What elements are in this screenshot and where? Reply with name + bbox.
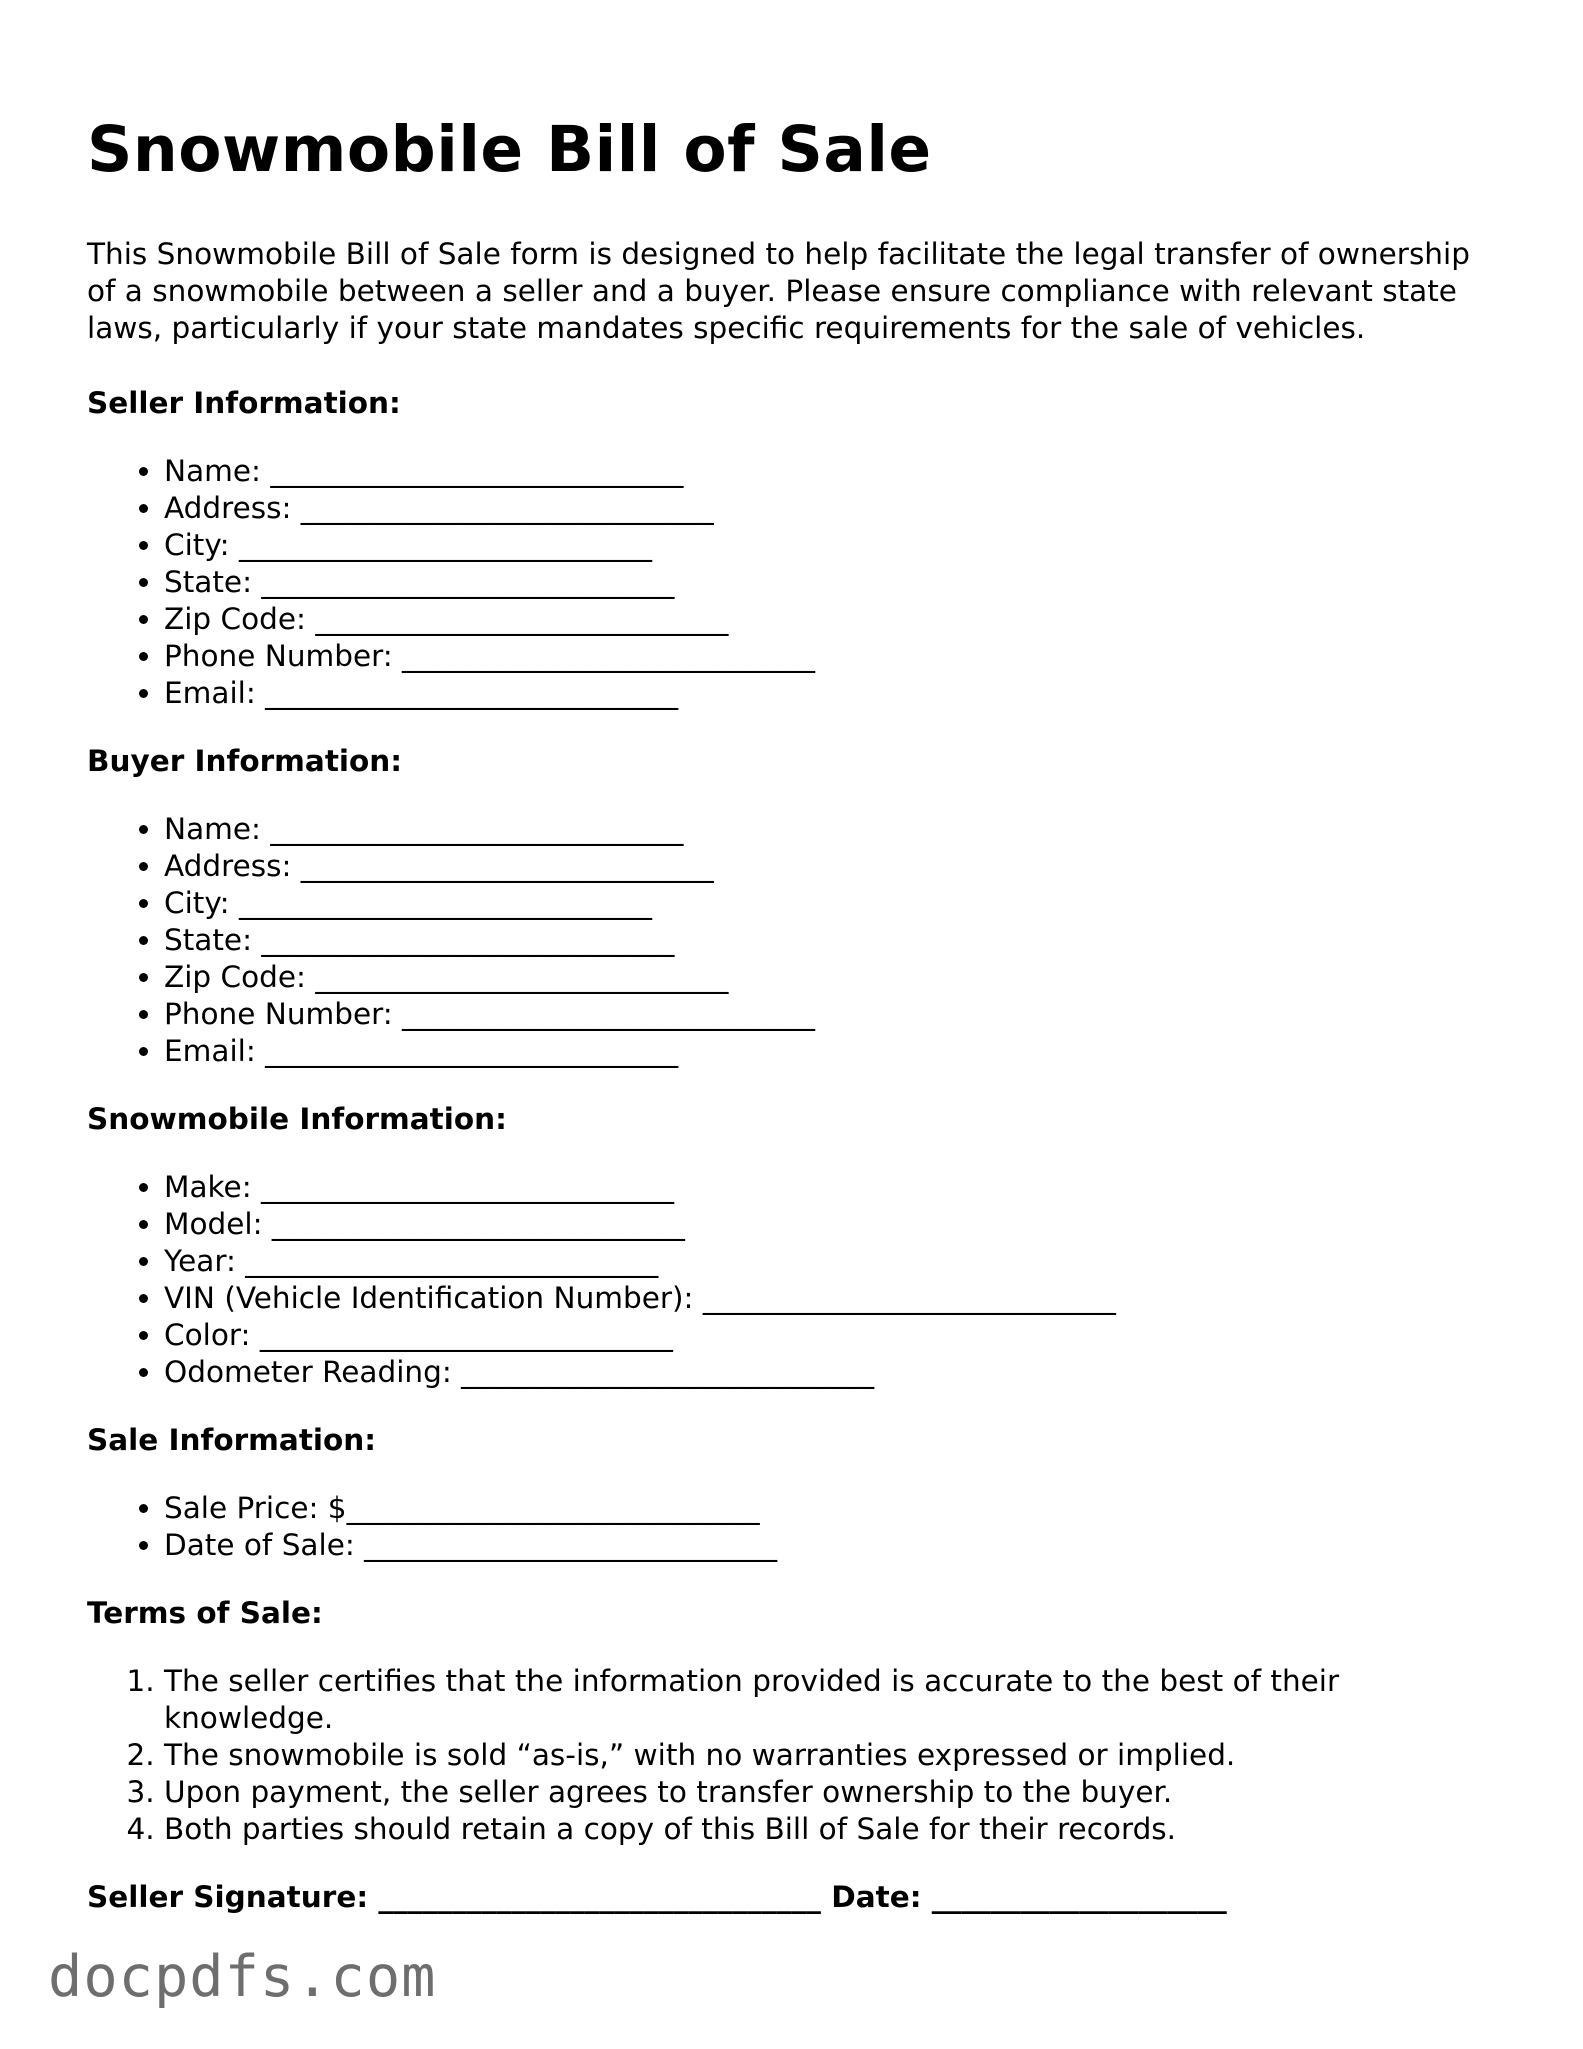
term-item: 1. The seller certifies that the information provided is accurate to the best of their knowledge.	[164, 1663, 1507, 1737]
seller-list	[87, 453, 1507, 712]
seller-name-field: • Name: ____________________________	[164, 453, 1507, 490]
page-title: Snowmobile Bill of Sale	[87, 113, 932, 186]
seller-phone-field: • Phone Number: ____________________________	[164, 638, 1507, 675]
buyer-email-field: • Email: ____________________________	[164, 1033, 1507, 1070]
buyer-city-field: • City: ____________________________	[164, 885, 1507, 922]
sale-list	[87, 1490, 1507, 1564]
signature-date-field: Date: ____________________	[831, 1880, 1227, 1914]
odometer-field: • Odometer Reading: ____________________________	[164, 1354, 1507, 1391]
term-item: 2. The snowmobile is sold “as-is,” with no warranties expressed or implied.	[164, 1737, 1507, 1774]
snowmobile-list	[87, 1169, 1507, 1391]
sale-date-field: • Date of Sale: ____________________________	[164, 1527, 1507, 1564]
make-field: • Make: ____________________________	[164, 1169, 1507, 1206]
seller-email-field: • Email: ____________________________	[164, 675, 1507, 712]
buyer-zip-field: • Zip Code: ____________________________	[164, 959, 1507, 996]
seller-state-field: • State: ____________________________	[164, 564, 1507, 601]
snowmobile-heading: Snowmobile Information:	[87, 1102, 507, 1136]
buyer-phone-field: • Phone Number: ____________________________	[164, 996, 1507, 1033]
seller-zip-field: • Zip Code: ____________________________	[164, 601, 1507, 638]
buyer-heading: Buyer Information:	[87, 744, 403, 778]
seller-signature-field: Seller Signature: ______________________________	[87, 1880, 821, 1914]
document-page	[87, 108, 1507, 1916]
seller-heading: Seller Information:	[87, 386, 401, 420]
vin-field: • VIN (Vehicle Identification Number): ____________________________	[164, 1280, 1507, 1317]
seller-address-field: • Address: ____________________________	[164, 490, 1507, 527]
buyer-address-field: • Address: ____________________________	[164, 848, 1507, 885]
color-field: • Color: ____________________________	[164, 1317, 1507, 1354]
sale-heading: Sale Information:	[87, 1423, 377, 1457]
seller-city-field: • City: ____________________________	[164, 527, 1507, 564]
model-field: • Model: ____________________________	[164, 1206, 1507, 1243]
intro-paragraph: This Snowmobile Bill of Sale form is designed to help facilitate the legal transfer of ownership of a snowmobile between a seller and a buyer. Please ensure compliance with relevant state laws, particularly if your state mandates specific requirements for the sale of vehicles.	[87, 237, 1470, 345]
buyer-state-field: • State: ____________________________	[164, 922, 1507, 959]
buyer-list	[87, 811, 1507, 1070]
signature-line	[87, 1879, 1507, 1916]
sale-price-field: • Sale Price: $____________________________	[164, 1490, 1507, 1527]
terms-list	[87, 1663, 1507, 1848]
term-item: 3. Upon payment, the seller agrees to transfer ownership to the buyer.	[164, 1774, 1507, 1811]
term-item: 4. Both parties should retain a copy of this Bill of Sale for their records.	[164, 1811, 1507, 1848]
watermark: docpdfs.com	[48, 1944, 437, 2010]
year-field: • Year: ____________________________	[164, 1243, 1507, 1280]
buyer-name-field: • Name: ____________________________	[164, 811, 1507, 848]
terms-heading: Terms of Sale:	[87, 1596, 323, 1630]
